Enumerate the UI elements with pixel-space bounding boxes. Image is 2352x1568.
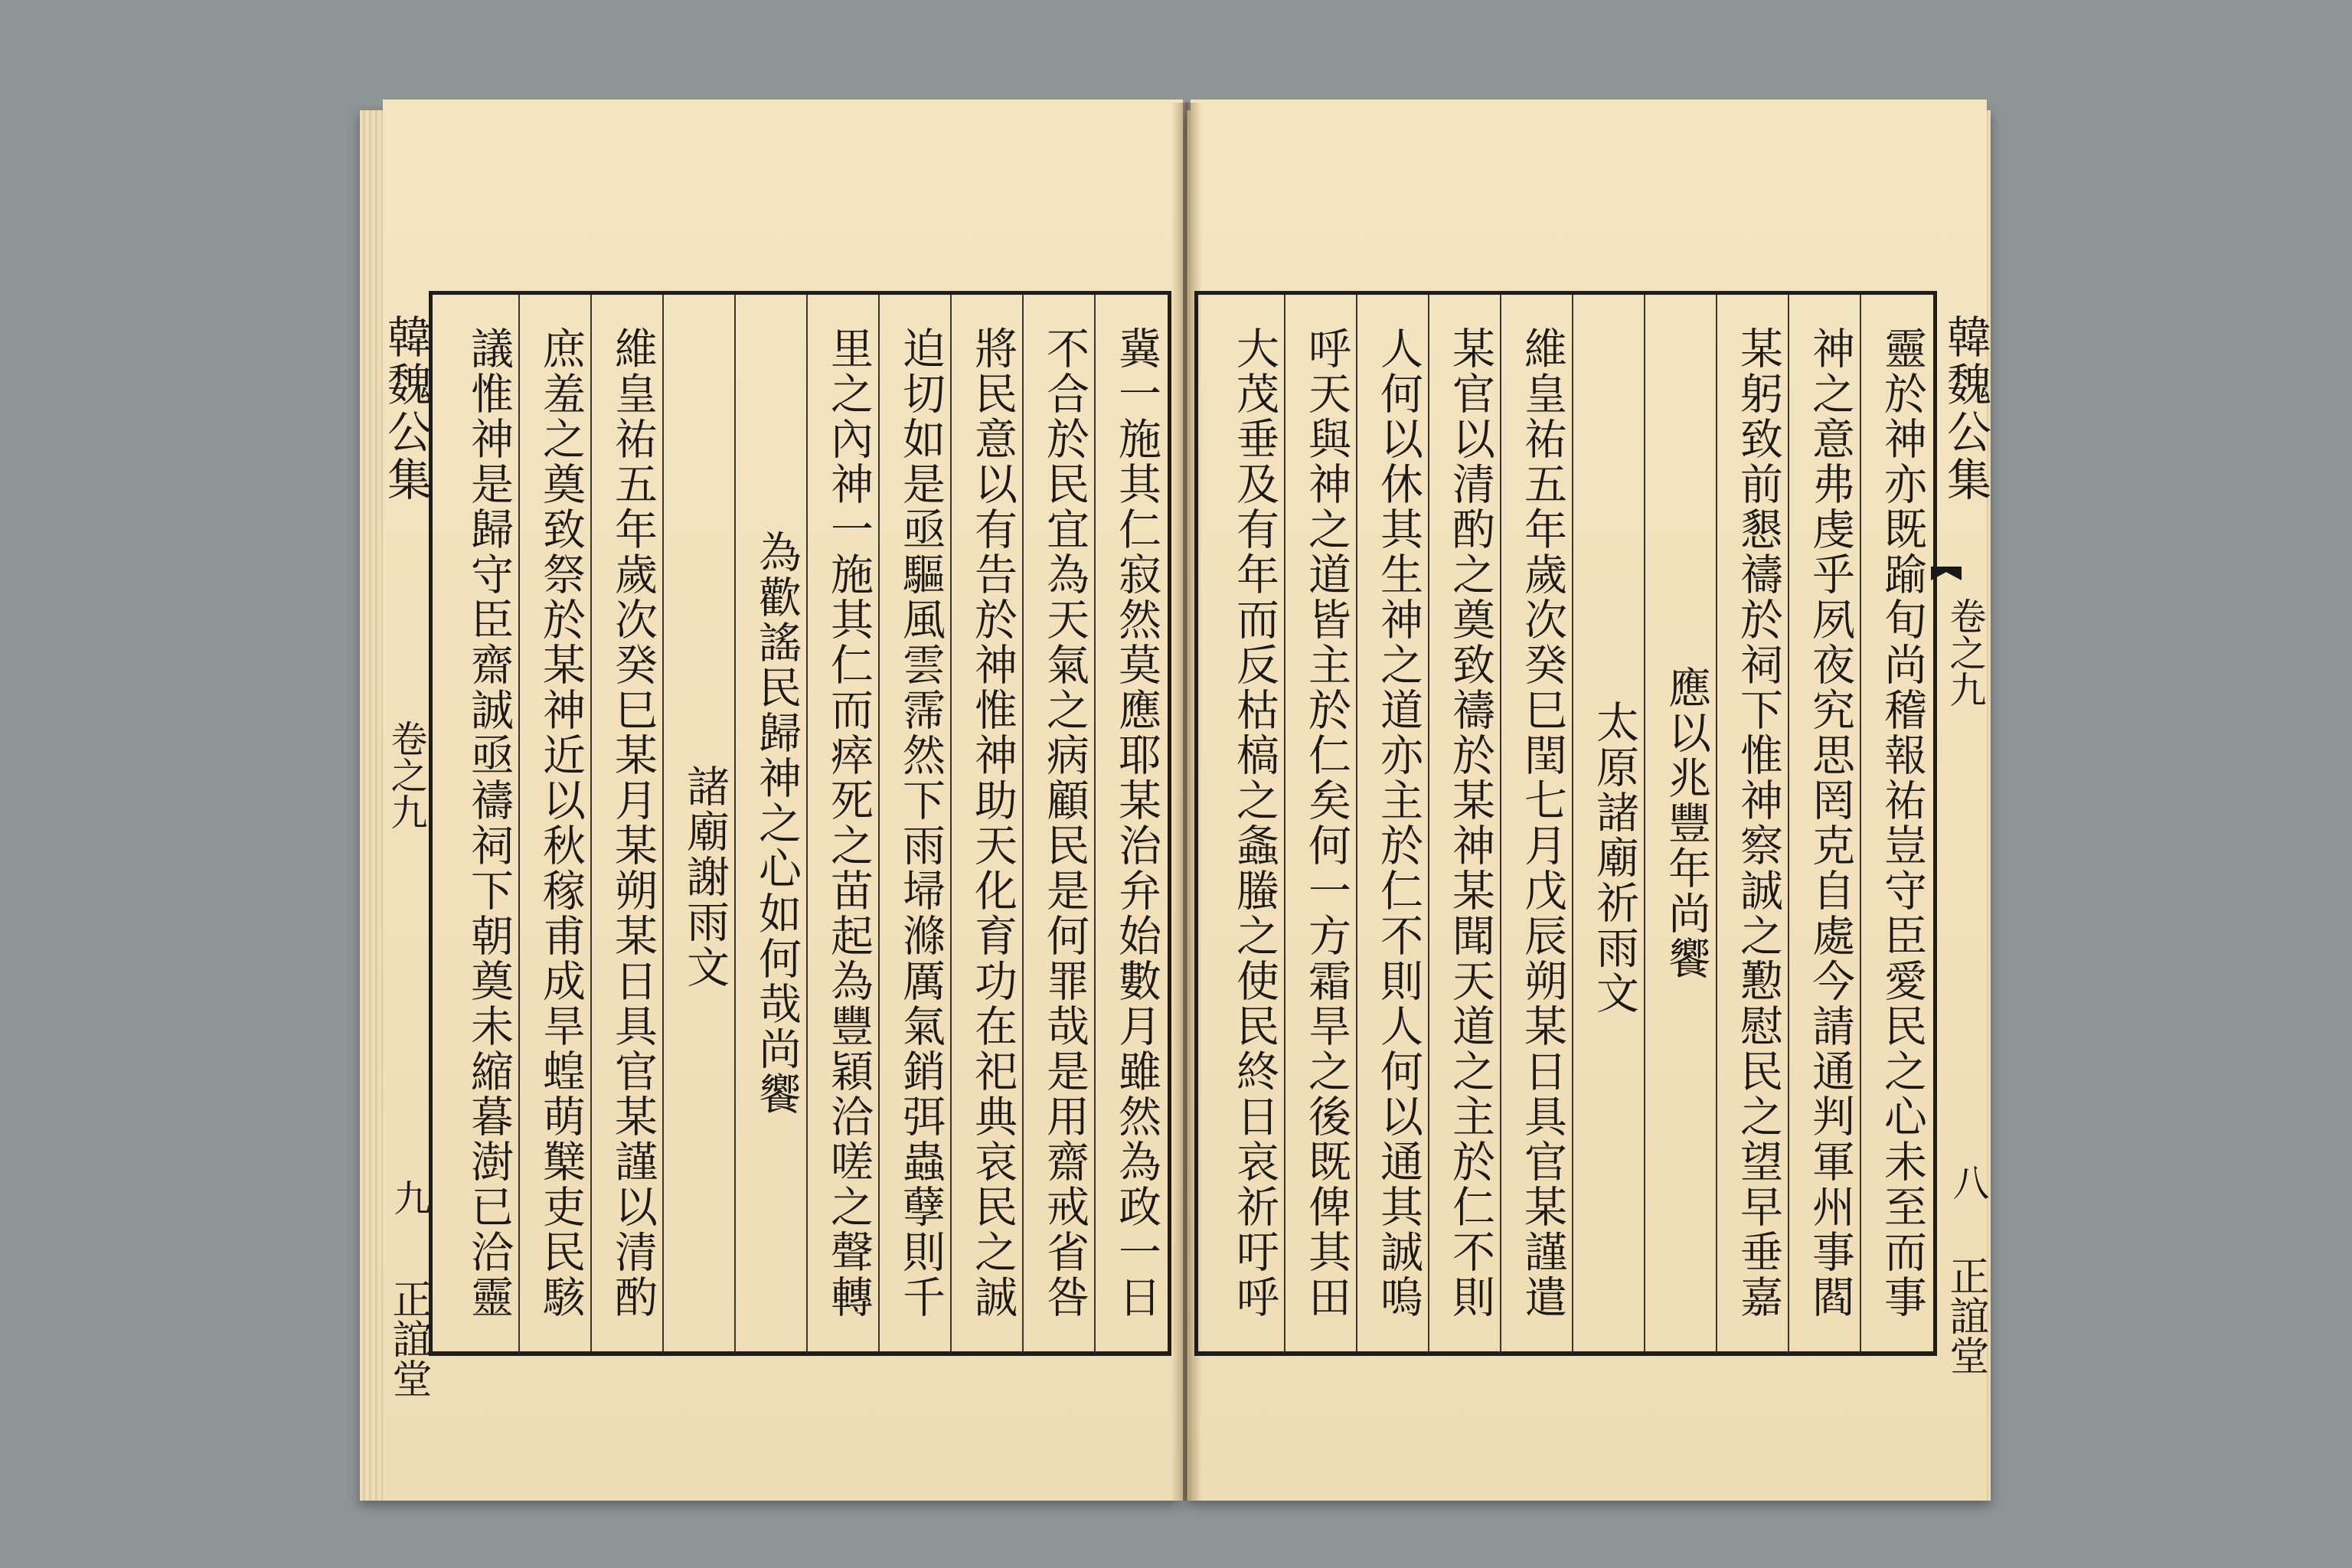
left-column-5: 里之內神一施其仁而瘁死之苗起為豐穎洽嗟之聲轉	[824, 326, 874, 1320]
right-column-4: 應以兆豐年尚饗	[1661, 665, 1711, 982]
right-column-7: 某官以清酌之奠致禱於某神某聞天道之主於仁不則	[1446, 326, 1495, 1320]
column-rule	[1428, 295, 1429, 1351]
left-column-10: 議惟神是歸守臣齋誠亟禱祠下朝奠未縮暮澍已洽靈	[464, 326, 514, 1320]
left-column-3: 將民意以有告於神惟神助天化育功在祀典哀民之誠	[968, 326, 1018, 1320]
column-rule	[1788, 295, 1789, 1351]
column-rule	[1644, 295, 1645, 1351]
column-rule	[1860, 295, 1861, 1351]
left-column-4: 迫切如是亟驅風雲霈然下雨埽滌厲氣銷弭蟲孽則千	[896, 326, 946, 1320]
column-rule	[1356, 295, 1357, 1351]
right-margin-page-number: 八	[1946, 1164, 1989, 1200]
right-margin-juan: 卷之九	[1943, 597, 1986, 707]
column-rule	[1572, 295, 1573, 1351]
column-rule	[806, 295, 808, 1351]
left-margin-page-number: 九	[387, 1179, 430, 1216]
column-rule	[662, 295, 664, 1351]
right-column-2: 神之意弗虔乎夙夜究思罔克自處今請通判軍州事閻	[1805, 326, 1855, 1320]
left-text-frame	[429, 291, 1171, 1356]
column-rule	[950, 295, 952, 1351]
right-column-10: 大茂垂及有年而反枯槁之螽螣之使民終日哀祈吁呼	[1230, 326, 1279, 1320]
open-book	[360, 92, 1991, 1501]
column-rule	[878, 295, 880, 1351]
right-column-3: 某躬致前懇禱於祠下惟神察誠之懃慰民之望早垂嘉	[1733, 326, 1783, 1320]
right-column-9: 呼天與神之道皆主於仁矣何一方霜旱之後既俾其田	[1302, 326, 1351, 1320]
right-margin-publisher: 正誼堂	[1942, 1256, 1988, 1375]
column-rule	[1022, 295, 1024, 1351]
left-margin-publisher: 正誼堂	[385, 1279, 431, 1398]
right-column-heading: 太原諸廟祈雨文	[1589, 699, 1639, 1016]
left-column-heading: 諸廟謝雨文	[680, 763, 730, 990]
right-column-1: 靈於神亦既踰旬尚稽報祐豈守臣愛民之心未至而事	[1877, 326, 1927, 1320]
left-column-6: 為歡謠民歸神之心如何哉尚饗	[752, 529, 802, 1117]
column-rule	[1716, 295, 1717, 1351]
column-rule	[734, 295, 736, 1351]
right-column-8: 人何以休其生神之道亦主於仁不則人何以通其誠嗚	[1374, 326, 1423, 1320]
right-column-6: 維皇祐五年歲次癸巳閏七月戊辰朔某日具官某謹遣	[1517, 326, 1567, 1320]
column-rule	[1094, 295, 1096, 1351]
column-rule	[1284, 295, 1285, 1351]
right-margin-title: 韓魏公集	[1939, 314, 1991, 504]
left-column-1: 冀一施其仁寂然莫應耶某治弁始數月雖然為政一日	[1112, 326, 1161, 1320]
column-rule	[1500, 295, 1501, 1351]
column-rule	[590, 295, 592, 1351]
column-rule	[518, 295, 520, 1351]
left-margin-juan: 卷之九	[384, 720, 427, 830]
left-column-9: 庶羞之奠致祭於某神近以秋稼甫成旱蝗萌櫱吏民駭	[536, 326, 586, 1320]
left-column-8: 維皇祐五年歲次癸巳某月某朔某日具官某謹以清酌	[608, 326, 658, 1320]
left-margin-title: 韓魏公集	[380, 314, 432, 504]
left-column-2: 不合於民宜為天氣之病顧民是何罪哉是用齋戒省咎	[1040, 326, 1089, 1320]
right-text-frame	[1194, 291, 1937, 1356]
